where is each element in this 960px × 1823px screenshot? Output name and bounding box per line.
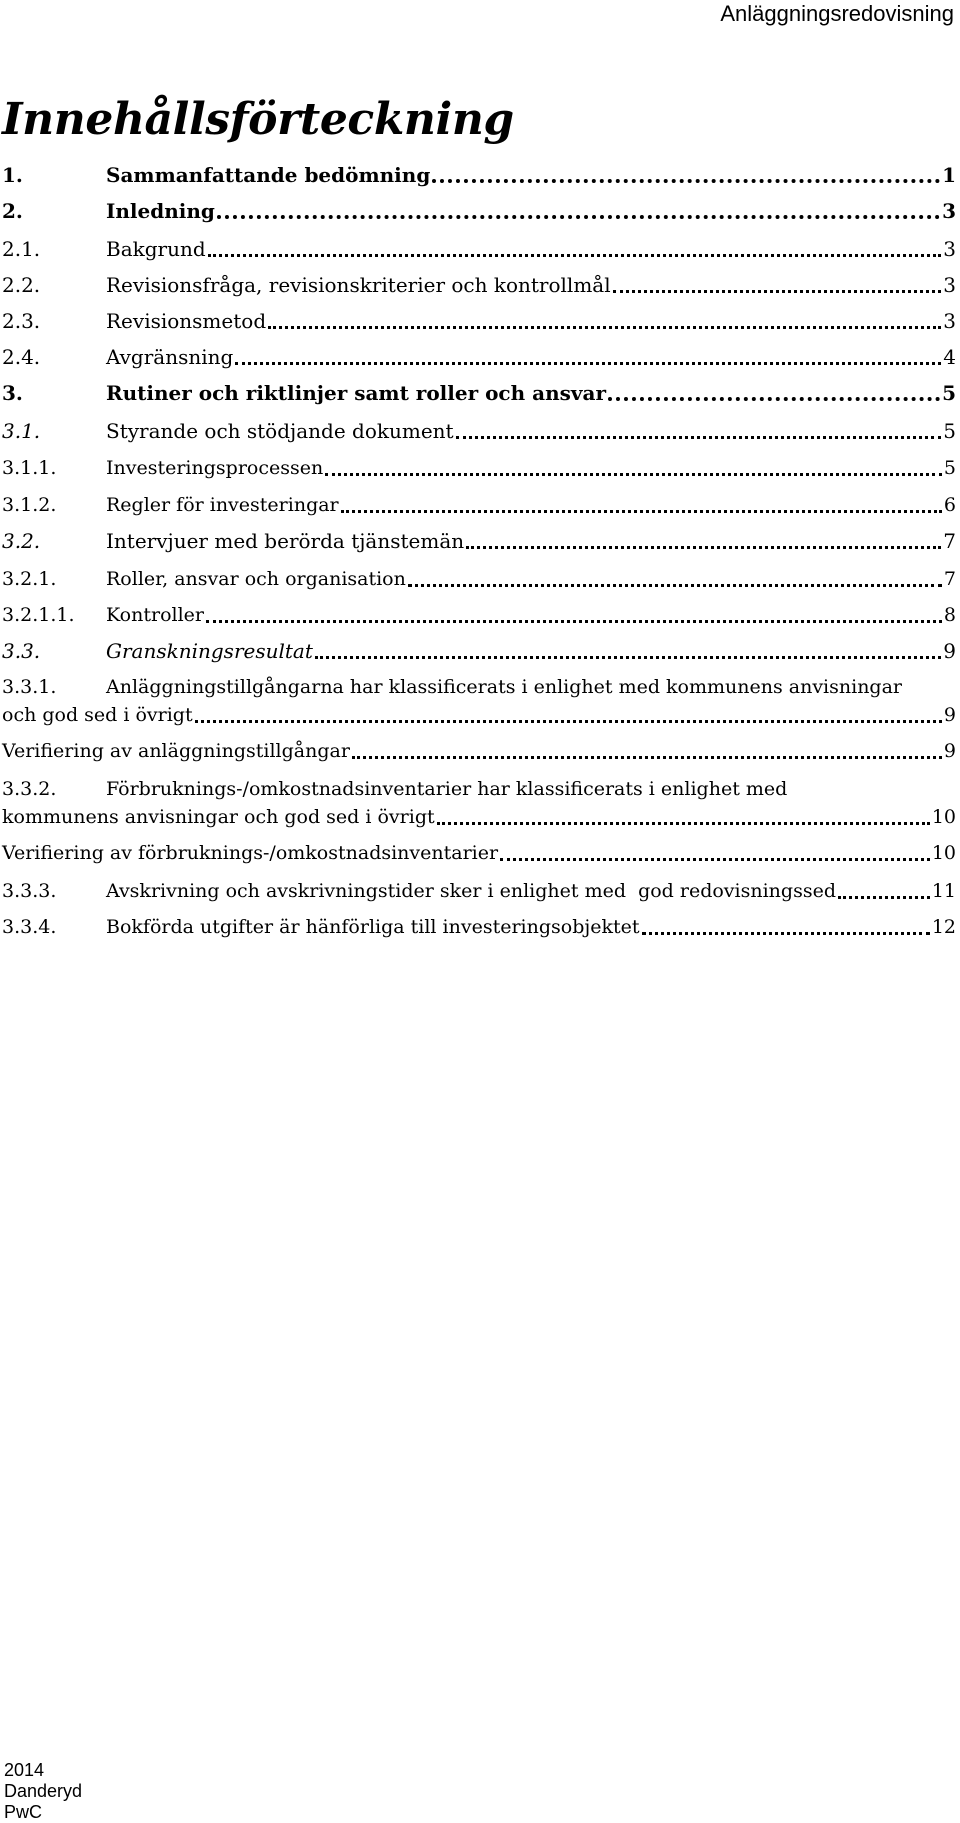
dot-leader: [217, 215, 940, 219]
toc-entry-page: 4: [943, 345, 956, 369]
toc-entry-number: 2.2.: [2, 273, 41, 297]
dot-leader: [408, 584, 942, 587]
dot-leader: [608, 397, 940, 401]
toc-entry-2-1[interactable]: [2, 230, 956, 264]
toc-entry-label: Roller, ansvar och organisation: [106, 568, 406, 590]
toc-entry-label: Intervjuer med berörda tjänstemän: [106, 529, 465, 553]
toc-entry-label: Investeringsprocessen: [106, 457, 324, 479]
toc-entry-3-3-3[interactable]: [2, 872, 956, 906]
dot-leader: [838, 896, 930, 899]
toc-entry-page: 3: [942, 199, 956, 223]
toc-entry-page: 12: [931, 916, 956, 938]
toc-entry-3-2-1[interactable]: [2, 560, 956, 594]
dot-leader: [195, 720, 942, 723]
dot-leader: [456, 436, 942, 439]
dot-leader: [235, 362, 941, 365]
toc-entry-number: 2.1.: [2, 237, 41, 261]
toc-entry-2-2[interactable]: [2, 266, 956, 300]
toc-entry-page: 10: [931, 842, 956, 864]
dot-leader: [268, 326, 941, 329]
toc-entry-page: 6: [943, 494, 956, 516]
toc-entry-page: 7: [943, 568, 956, 590]
toc-entry-page: 3: [943, 237, 956, 261]
dot-leader: [437, 822, 930, 825]
footer-place: Danderyd: [4, 1781, 83, 1801]
toc-entry-3-1-1[interactable]: [2, 449, 956, 483]
running-header: Anläggningsredovisning: [720, 1, 954, 26]
toc-entry-page: 11: [931, 880, 956, 902]
toc-entry-page: 10: [931, 806, 956, 828]
footer-org: PwC: [4, 1802, 43, 1822]
toc-title: Innehållsförteckning: [2, 94, 514, 145]
dot-leader: [315, 656, 941, 659]
dot-leader: [341, 510, 942, 513]
toc-entry-label: Revisionsmetod: [106, 309, 267, 333]
toc-entry-label: Verifiering av anläggningstillgångar: [2, 740, 350, 762]
toc-entry-page: 9: [943, 740, 956, 762]
toc-entry-label: Kontroller: [106, 604, 204, 626]
toc-entry-number: 3.1.2.: [2, 494, 57, 516]
toc-entry-label: Inledning: [106, 199, 215, 223]
dot-leader: [642, 932, 930, 935]
toc-entry-number: 3.: [2, 381, 23, 405]
toc-entry-label: Revisionsfråga, revisionskriterier och kontrollmål: [106, 273, 611, 297]
toc-entry-3-2[interactable]: [2, 522, 956, 556]
toc-entry-label: Bokförda utgifter är hänförliga till investeringsobjektet: [106, 916, 640, 938]
toc-entry-3-3-4[interactable]: [2, 908, 956, 942]
toc-entry-3-3[interactable]: [2, 632, 956, 666]
dot-leader: [352, 756, 942, 759]
toc-entry-number: 2.4.: [2, 345, 41, 369]
toc-entry-2-3[interactable]: [2, 302, 956, 336]
toc-entry-3[interactable]: [2, 374, 956, 408]
toc-entry-label: Regler för investeringar: [106, 494, 339, 516]
toc-entry-number: 3.3.2.: [2, 778, 57, 800]
toc-entry-number: 2.3.: [2, 309, 41, 333]
toc-entry-number: 3.3.4.: [2, 916, 57, 938]
toc-entry-label: Förbruknings-/omkostnadsinventarier har klassificerats i enlighet med: [106, 778, 788, 800]
toc-entry-label: Avskrivning och avskrivningstider sker i enlighet med god redovisningssed: [106, 880, 836, 902]
toc-entry-2[interactable]: [2, 192, 956, 226]
toc-entry-number: 3.2.: [2, 529, 41, 553]
toc-entry-number: 3.2.1.: [2, 568, 57, 590]
toc-entry-label: Bakgrund: [106, 237, 206, 261]
toc-entry-label: Rutiner och riktlinjer samt roller och ansvar: [106, 381, 606, 405]
toc-entry-page: 5: [943, 419, 956, 443]
toc-entry-3-3-2-cont[interactable]: [2, 798, 956, 832]
dot-leader: [208, 254, 942, 257]
toc-entry-3-1-2[interactable]: [2, 486, 956, 520]
toc-entry-label-continued: kommunens anvisningar och god sed i övrigt: [2, 806, 435, 828]
toc-entry-number: 2.: [2, 199, 23, 223]
toc-entry-verifiering-forbrukning[interactable]: [2, 834, 956, 868]
toc-entry-number: 3.1.: [2, 419, 41, 443]
dot-leader: [206, 620, 942, 623]
dot-leader: [432, 179, 940, 183]
dot-leader: [466, 546, 941, 549]
toc-entry-2-4[interactable]: [2, 338, 956, 372]
toc-entry-page: 7: [943, 529, 956, 553]
toc-entry-label: Granskningsresultat: [106, 639, 313, 663]
toc-entry-number: 3.3.: [2, 639, 41, 663]
toc-entry-verifiering-anlaggning[interactable]: [2, 732, 956, 766]
toc-entry-label: Sammanfattande bedömning: [106, 163, 431, 187]
toc-entry-number: 3.1.1.: [2, 457, 57, 479]
toc-entry-label: Styrande och stödjande dokument: [106, 419, 454, 443]
toc-entry-page: 9: [943, 704, 956, 726]
toc-entry-label: Anläggningstillgångarna har klassificerats i enlighet med kommunens anvisningar: [106, 676, 903, 698]
toc-entry-3-3-1-cont[interactable]: [2, 696, 956, 730]
dot-leader: [613, 290, 942, 293]
dot-leader: [500, 858, 930, 861]
toc-entry-label-continued: och god sed i övrigt: [2, 704, 193, 726]
page-footer: [4, 1760, 82, 1823]
toc-entry-page: 3: [943, 273, 956, 297]
toc-entry-page: 5: [942, 381, 956, 405]
toc-entry-1[interactable]: [2, 156, 956, 190]
toc-entry-3-2-1-1[interactable]: [2, 596, 956, 630]
toc-entry-page: 9: [943, 639, 956, 663]
toc-entry-page: 5: [943, 457, 956, 479]
footer-year: 2014: [4, 1760, 45, 1780]
dot-leader: [325, 473, 942, 476]
toc-entry-number: 3.3.1.: [2, 676, 57, 698]
toc-entry-number: 1.: [2, 163, 23, 187]
toc-entry-label: Verifiering av förbruknings-/omkostnadsinventarier: [2, 842, 499, 864]
toc-entry-number: 3.2.1.1.: [2, 604, 75, 626]
toc-entry-page: 1: [942, 163, 956, 187]
toc-entry-label: Avgränsning: [106, 345, 234, 369]
toc-entry-page: 3: [943, 309, 956, 333]
toc-entry-page: 8: [943, 604, 956, 626]
toc-entry-number: 3.3.3.: [2, 880, 57, 902]
toc-entry-3-1[interactable]: [2, 412, 956, 446]
